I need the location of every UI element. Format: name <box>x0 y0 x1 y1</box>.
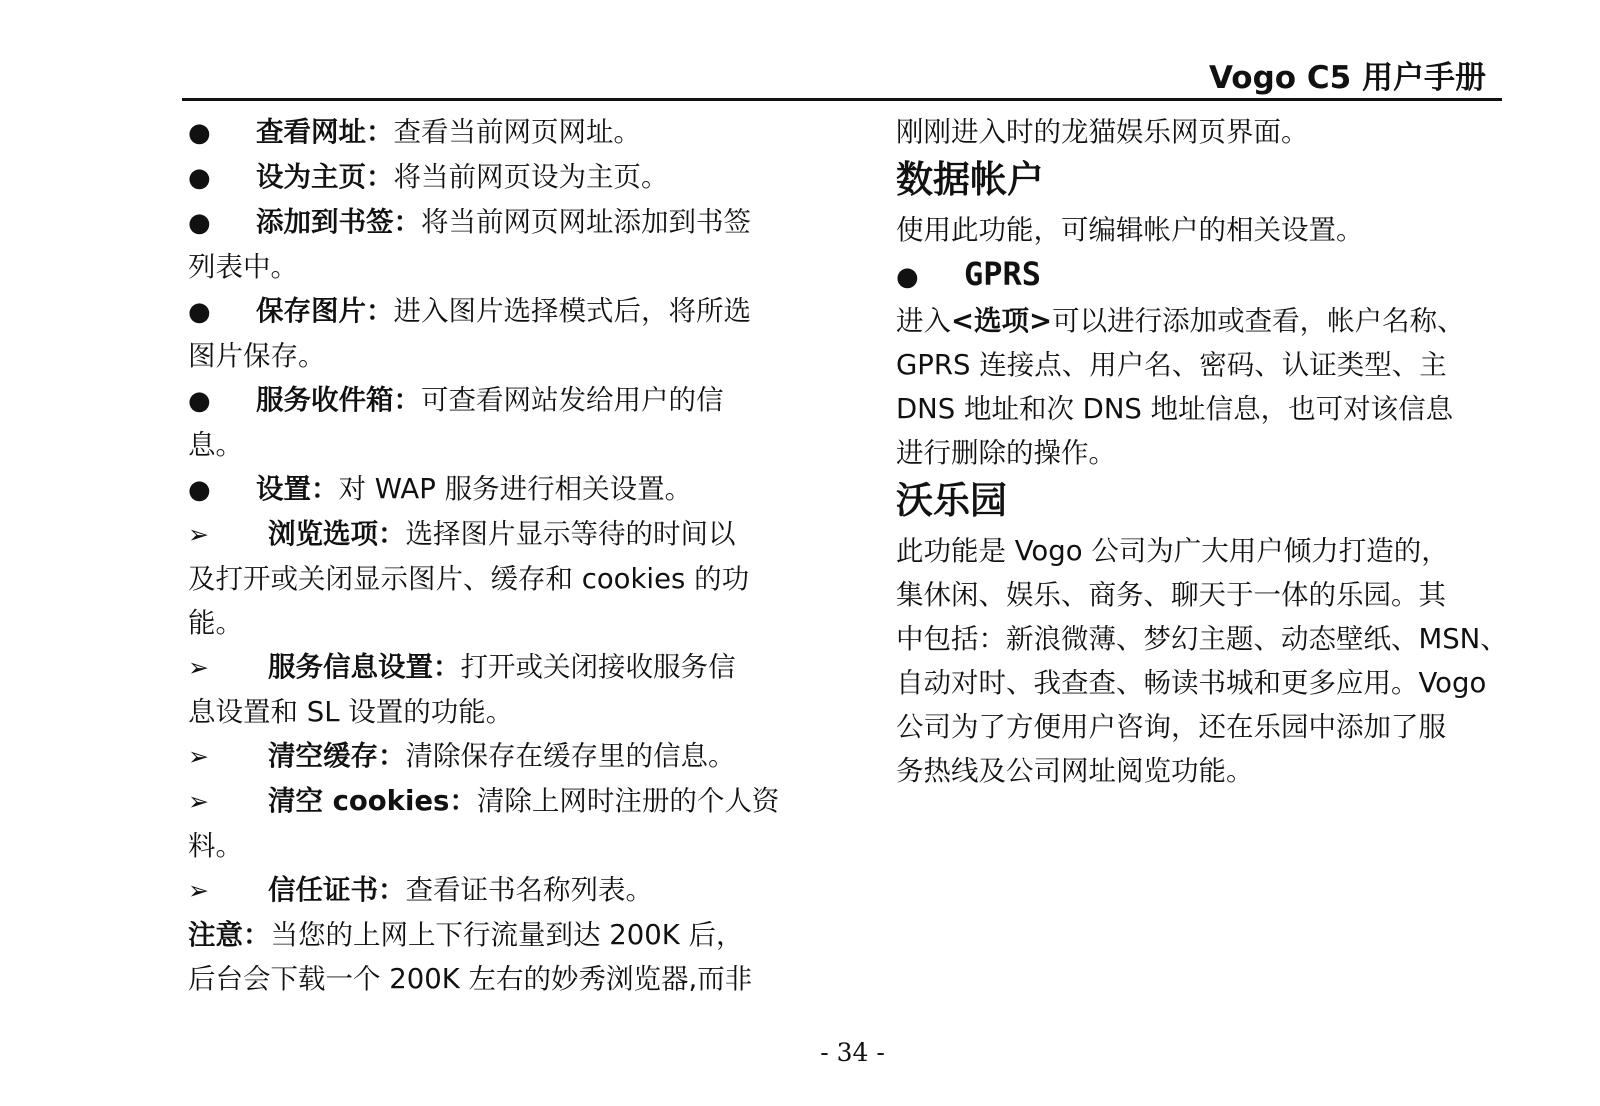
arrow-bullet-icon: ➢ <box>188 520 209 549</box>
option-desc-continued: 能。 <box>188 607 243 639</box>
menu-option-item: ● 设为主页：将当前网页设为主页。 <box>188 155 803 200</box>
right-column <box>896 110 1516 793</box>
option-name: 添加到书签 <box>256 206 394 238</box>
menu-option-item: ● 保存图片：进入图片选择模式后，将所选 <box>188 289 803 334</box>
carryover-text: 刚刚进入时的龙猫娱乐网页界面。 <box>896 116 1309 148</box>
manual-title: Vogo C5 用户手册 <box>1209 60 1486 96</box>
section-heading-wo-paradise: 沃乐园 <box>896 479 1007 522</box>
page-number: - 34 - <box>820 1038 885 1067</box>
paradise-body-line: 集休闲、娱乐、商务、聊天于一体的乐园。其 <box>896 579 1446 611</box>
note-paragraph: 注意：当您的上网上下行流量到达 200K 后， <box>188 919 744 951</box>
option-name: 清空 cookies <box>268 785 450 817</box>
menu-option-item: ● 设置：对 WAP 服务进行相关设置。 <box>188 467 803 512</box>
arrow-bullet-icon: ➢ <box>188 787 209 816</box>
bullet-icon: ● <box>188 297 211 327</box>
menu-option-item: ● 服务收件箱：可查看网站发给用户的信 <box>188 378 803 423</box>
arrow-bullet-icon: ➢ <box>188 876 209 905</box>
option-desc: 查看当前网页网址。 <box>393 116 641 148</box>
option-name: 设置 <box>256 473 311 505</box>
option-desc: 对 WAP 服务进行相关设置。 <box>338 473 693 505</box>
option-desc-continued: 及打开或关闭显示图片、缓存和 cookies 的功 <box>188 563 750 595</box>
bullet-icon: ● <box>188 475 211 505</box>
bullet-icon: ● <box>188 118 211 148</box>
gprs-body-line: 进行删除的操作。 <box>896 437 1116 469</box>
option-desc: 清除上网时注册的个人资 <box>476 785 780 817</box>
option-name: 信任证书 <box>268 874 378 906</box>
option-desc: 将当前网页设为主页。 <box>393 161 669 193</box>
gprs-body-line: 进入<选项>可以进行添加或查看，帐户名称、 <box>896 305 1465 337</box>
gprs-label: GPRS <box>964 255 1042 293</box>
option-desc-continued: 息。 <box>188 429 243 461</box>
arrow-bullet-icon: ➢ <box>188 742 209 771</box>
paradise-body-line: 公司为了方便用户咨询，还在乐园中添加了服 <box>896 711 1446 743</box>
paradise-body-line: 此功能是 Vogo 公司为广大用户倾力打造的， <box>896 535 1449 567</box>
option-name: 查看网址 <box>256 116 366 148</box>
options-key-label: <选项> <box>951 305 1053 337</box>
sub-option-item: ➢ 清空缓存：清除保存在缓存里的信息。 <box>188 734 803 779</box>
option-desc: 查看证书名称列表。 <box>405 874 653 906</box>
option-desc-continued: 图片保存。 <box>188 340 326 372</box>
option-desc-continued: 列表中。 <box>188 251 298 283</box>
section-description: 使用此功能，可编辑帐户的相关设置。 <box>896 214 1364 246</box>
option-desc: 选择图片显示等待的时间以 <box>405 518 736 550</box>
option-desc: 打开或关闭接收服务信 <box>460 651 736 683</box>
section-heading-data-account: 数据帐户 <box>896 158 1044 201</box>
menu-option-item: ● 添加到书签：将当前网页网址添加到书签 <box>188 200 803 245</box>
paradise-body-line: 中包括：新浪微薄、梦幻主题、动态壁纸、MSN、 <box>896 623 1508 655</box>
sub-option-item: ➢ 信任证书：查看证书名称列表。 <box>188 868 803 913</box>
option-desc-continued: 料。 <box>188 830 243 862</box>
option-name: 设为主页 <box>256 161 366 193</box>
option-desc: 清除保存在缓存里的信息。 <box>405 740 736 772</box>
option-desc-continued: 息设置和 SL 设置的功能。 <box>188 696 514 728</box>
option-name: 清空缓存 <box>268 740 378 772</box>
left-column <box>188 110 803 1001</box>
gprs-bullet-item <box>896 252 1516 299</box>
option-desc: 进入图片选择模式后，将所选 <box>393 295 751 327</box>
paradise-body-line: 务热线及公司网址阅览功能。 <box>896 755 1254 787</box>
gprs-body-line: DNS 地址和次 DNS 地址信息，也可对该信息 <box>896 393 1454 425</box>
sub-option-item: ➢ 服务信息设置：打开或关闭接收服务信 <box>188 645 803 690</box>
option-desc: 将当前网页网址添加到书签 <box>421 206 751 238</box>
sub-option-item: ➢ 浏览选项：选择图片显示等待的时间以 <box>188 512 803 557</box>
bullet-icon: ● <box>188 386 211 416</box>
gprs-body-line: GPRS 连接点、用户名、密码、认证类型、主 <box>896 349 1447 381</box>
sub-option-item: ➢ 清空 cookies：清除上网时注册的个人资 <box>188 779 803 824</box>
bullet-icon: ● <box>896 262 919 292</box>
note-label: 注意 <box>188 919 243 951</box>
bullet-icon: ● <box>188 163 211 193</box>
option-name: 保存图片 <box>256 295 366 327</box>
note-text: 当您的上网上下行流量到达 200K 后， <box>270 919 744 951</box>
arrow-bullet-icon: ➢ <box>188 653 209 682</box>
note-text-continued: 后台会下载一个 200K 左右的妙秀浏览器,而非 <box>188 963 753 995</box>
option-name: 浏览选项 <box>268 518 378 550</box>
option-name: 服务信息设置 <box>268 651 433 683</box>
paradise-body-line: 自动对时、我查查、畅读书城和更多应用。Vogo <box>896 667 1487 699</box>
menu-option-item: ● 查看网址：查看当前网页网址。 <box>188 110 803 155</box>
option-desc: 可查看网站发给用户的信 <box>421 384 724 416</box>
bullet-icon: ● <box>188 208 211 238</box>
option-name: 服务收件箱 <box>256 384 394 416</box>
page-header <box>182 48 1502 101</box>
